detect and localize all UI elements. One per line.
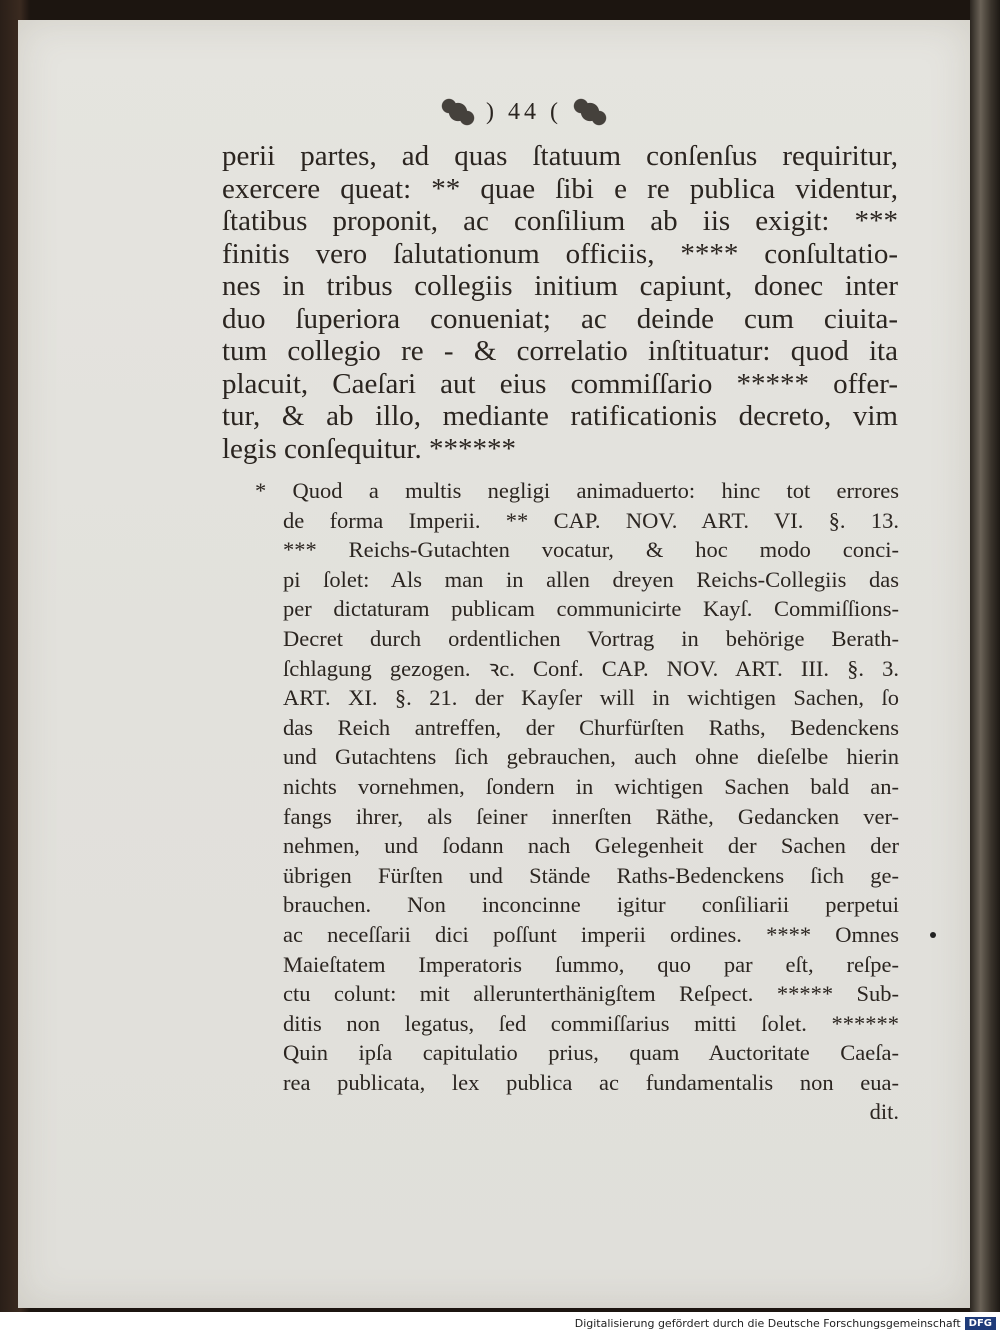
body-line: tum collegio re - & correlatio inſtituatur: quod ita xyxy=(222,335,898,367)
dfg-logo[interactable]: DFG xyxy=(965,1317,996,1330)
note-line: Quin ipſa capitulatio prius, quam Auctoritate Caeſa- xyxy=(283,1040,899,1066)
body-line: duo ſuperiora conueniat; ac deinde cum ciuita- xyxy=(222,302,898,335)
body-line: exercere queat: ** quae ſibi e re publica videntur, xyxy=(222,172,898,205)
note-line: ac neceſſarii dici poſſunt imperii ordines. **** Omnes xyxy=(283,921,899,947)
note-line: * Quod a multis negligi animaduerto: hinc tot errores xyxy=(255,478,899,503)
page-number: ) 44 ( xyxy=(486,98,562,125)
note-line: pi ſolet: Als man in allen dreyen Reichs-Collegiis das xyxy=(283,566,899,592)
note-line: Decret durch ordentlichen Vortrag in behörige Berath- xyxy=(283,625,899,651)
page-edge xyxy=(970,0,1000,1312)
note-line: rea publicata, lex publica ac fundamentalis non eua- xyxy=(283,1069,899,1095)
body-line: perii partes, ad quas ſtatuum conſenſus requiritur, xyxy=(222,140,898,172)
body-line: finitis vero ſalutationum officiis, **** conſultatio- xyxy=(222,237,898,270)
note-line: und Gutachtens ſich gebrauchen, auch ohne dieſelbe hierin xyxy=(283,744,899,770)
note-line: de forma Imperii. ** CAP. NOV. ART. VI. §. 13. xyxy=(283,507,899,533)
note-line: nehmen, und ſodann nach Gelegenheit der Sachen der xyxy=(283,833,899,859)
note-line: fangs ihrer, als ſeiner innerſten Räthe, Gedancken ver- xyxy=(283,803,899,829)
note-line: ditis non legatus, ſed commiſſarius mitti ſolet. ****** xyxy=(283,1010,899,1036)
footnotes xyxy=(255,476,899,1127)
note-line: ctu colunt: mit allerunterthänigſtem Reſpect. ***** Sub- xyxy=(283,981,899,1007)
note-line: brauchen. Non inconcinne igitur conſiliarii perpetui xyxy=(283,892,899,918)
body-line: legis conſequitur. ****** xyxy=(222,432,516,465)
body-line: ſtatibus proponit, ac conſilium ab iis exigit: *** xyxy=(222,205,898,237)
body-line: placuit, Caeſari aut eius commiſſario ***** offer- xyxy=(222,367,898,400)
footer-credit: Digitalisierung gefördert durch die Deutsche Forschungsgemeinschaft xyxy=(574,1316,961,1330)
note-line: per dictaturam publicam communicirte Kayſ. Commiſſions- xyxy=(283,596,899,622)
note-line: ſchlagung gezogen. ꝛc. Conf. CAP. NOV. ART. III. §. 3. xyxy=(283,655,899,681)
footer-bar xyxy=(0,1312,1000,1334)
note-line: ART. XI. §. 21. der Kayſer will in wichtigen Sachen, ſo xyxy=(283,685,899,711)
body-line: tur, & ab illo, mediante ratificationis decreto, vim xyxy=(222,400,898,432)
note-line: nichts vornehmen, ſondern in wichtigen Sachen bald an- xyxy=(283,773,899,799)
main-text xyxy=(222,140,898,465)
note-line: dit. xyxy=(869,1099,899,1125)
note-line: das Reich antreffen, der Churfürſten Raths, Bedenckens xyxy=(283,714,899,740)
ornament-left-icon xyxy=(440,97,476,127)
ink-spot xyxy=(930,932,936,938)
page-header xyxy=(440,92,670,132)
note-line: *** Reichs-Gutachten vocatur, & hoc modo conci- xyxy=(283,537,899,563)
ornament-right-icon xyxy=(572,97,608,127)
body-line: nes in tribus collegiis initium capiunt, donec inter xyxy=(222,270,898,302)
note-line: Maieſtatem Imperatoris ſummo, quo par eſt, reſpe- xyxy=(283,951,899,977)
note-line: übrigen Fürſten und Stände Raths-Bedenckens ſich ge- xyxy=(283,862,899,888)
